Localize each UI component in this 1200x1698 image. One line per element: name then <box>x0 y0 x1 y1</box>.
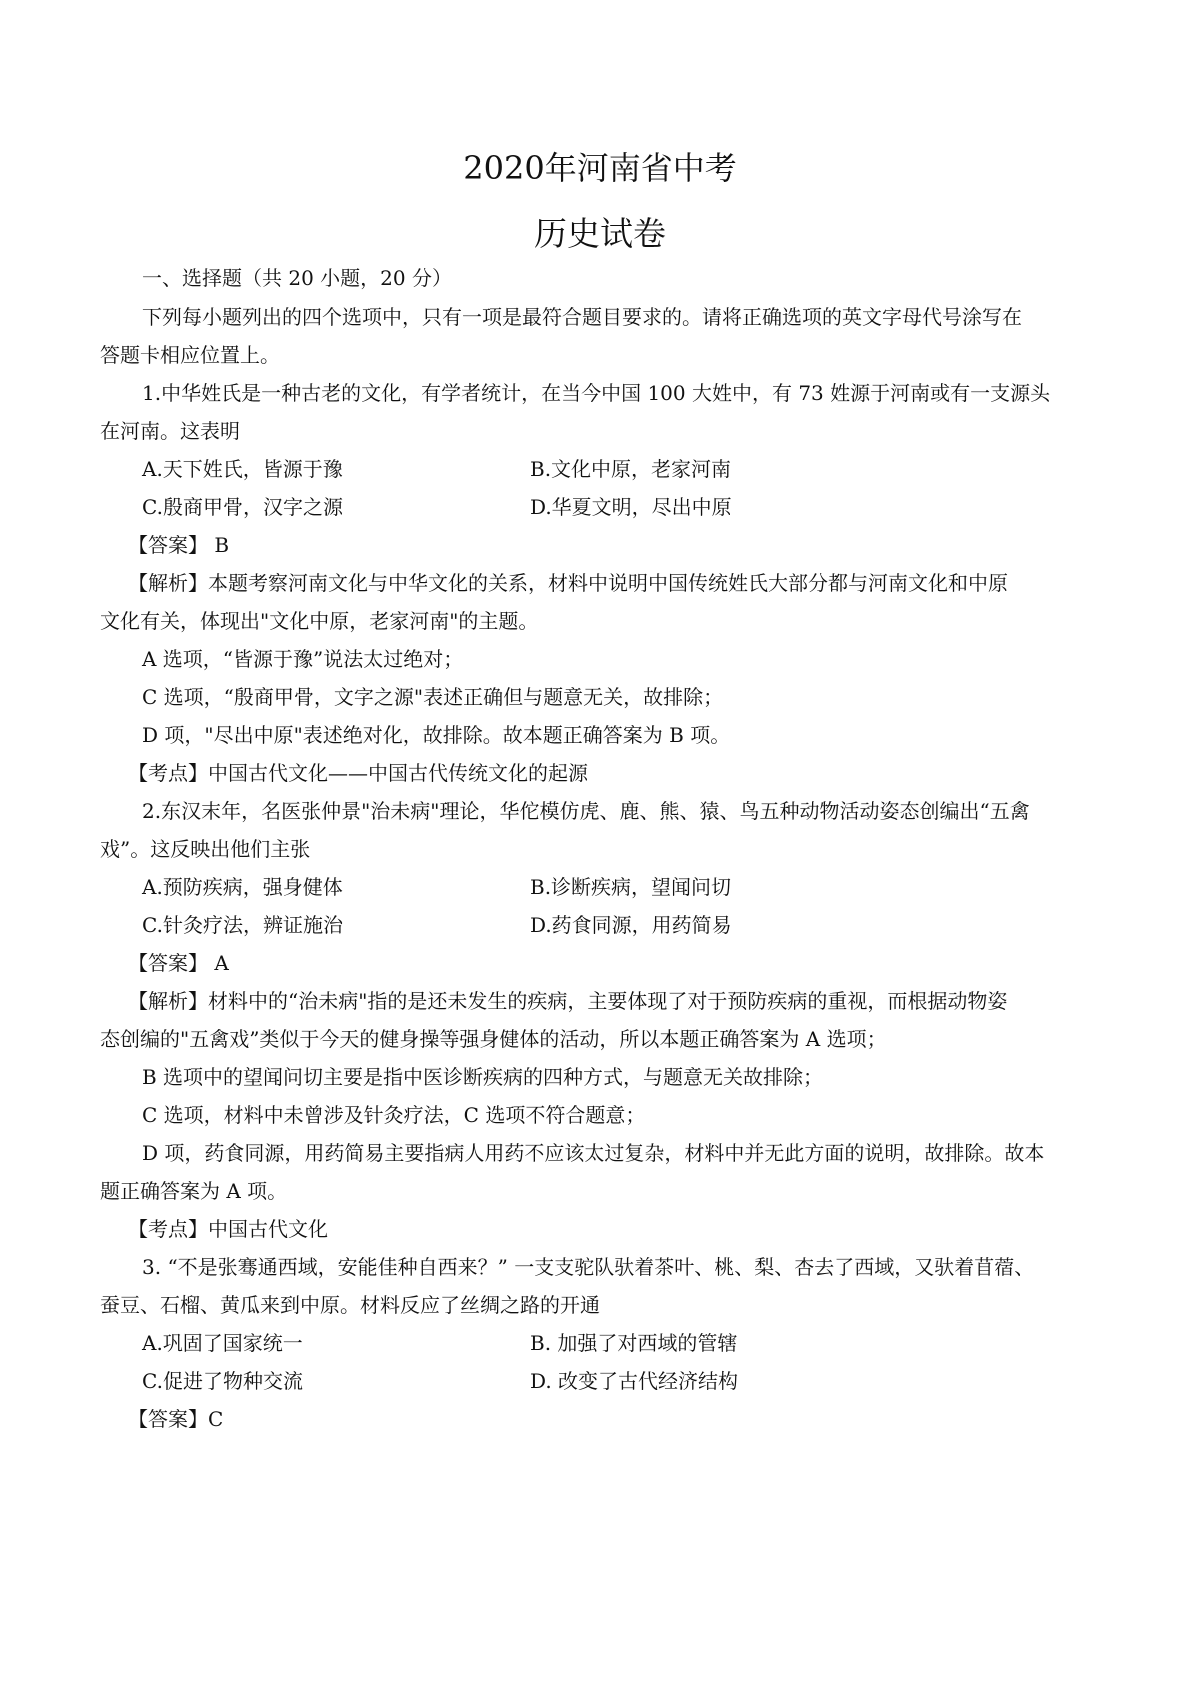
page-subtitle: 历史试卷 <box>534 214 666 253</box>
option-c: C.殷商甲骨，汉字之源 <box>142 495 343 519</box>
analysis-text: D 项，药食同源，用药简易主要指病人用药不应该太过复杂，材料中并无此方面的说明，故排除。故本 <box>142 1141 1045 1165</box>
section-heading: 一、选择题（共 20 小题，20 分） <box>142 266 452 290</box>
instruction-text: 答题卡相应位置上。 <box>100 343 280 367</box>
option-b: B.文化中原，老家河南 <box>530 457 732 481</box>
analysis-text: B 选项中的望闻问切主要是指中医诊断疾病的四种方式，与题意无关故排除； <box>142 1065 824 1089</box>
option-b: B.诊断疾病，望闻问切 <box>530 875 732 899</box>
option-c: C.针灸疗法，辨证施治 <box>142 913 343 937</box>
question-stem: 2.东汉末年，名医张仲景"治未病"理论，华佗模仿虎、鹿、熊、猿、鸟五种动物活动姿态创编出“五禽 <box>142 799 1030 823</box>
answer-label: 【答案】C <box>128 1407 224 1431</box>
analysis-text: D 项，"尽出中原"表述绝对化，故排除。故本题正确答案为 B 项。 <box>142 723 731 747</box>
analysis-text: A 选项，“皆源于豫”说法太过绝对； <box>142 647 464 671</box>
question-stem: 蚕豆、石榴、黄瓜来到中原。材料反应了丝绸之路的开通 <box>100 1293 600 1317</box>
option-a: A.天下姓氏，皆源于豫 <box>142 457 343 481</box>
question-stem: 在河南。这表明 <box>100 419 240 443</box>
option-d: D.华夏文明，尽出中原 <box>530 495 732 519</box>
knowledge-point: 【考点】中国古代文化 <box>128 1217 328 1241</box>
analysis-text: 题正确答案为 A 项。 <box>100 1179 288 1203</box>
option-d: D.药食同源，用药简易 <box>530 913 732 937</box>
answer-label: 【答案】 A <box>128 951 229 975</box>
instruction-text: 下列每小题列出的四个选项中，只有一项是最符合题目要求的。请将正确选项的英文字母代号涂写在 <box>142 305 1022 329</box>
analysis-text: 态创编的"五禽戏”类似于今天的健身操等强身健体的活动，所以本题正确答案为 A 选项； <box>100 1027 887 1051</box>
option-a: A.预防疾病，强身健体 <box>142 875 343 899</box>
analysis-text: C 选项，“殷商甲骨，文字之源"表述正确但与题意无关，故排除； <box>142 685 724 709</box>
question-stem: 3. “不是张骞通西域，安能佳种自西来？” 一支支驼队驮着茶叶、桃、梨、杏去了西域，又驮着苜蓿、 <box>142 1255 1035 1279</box>
analysis-text: 【解析】本题考察河南文化与中华文化的关系，材料中说明中国传统姓氏大部分都与河南文化和中原 <box>128 571 1008 595</box>
analysis-text: 【解析】材料中的“治未病"指的是还未发生的疾病，主要体现了对于预防疾病的重视，而根据动物姿 <box>128 989 1008 1013</box>
option-d: D. 改变了古代经济结构 <box>530 1369 739 1393</box>
question-stem: 戏”。这反映出他们主张 <box>100 837 311 861</box>
answer-label: 【答案】 B <box>128 533 230 557</box>
knowledge-point: 【考点】中国古代文化——中国古代传统文化的起源 <box>128 761 588 785</box>
analysis-text: C 选项，材料中未曾涉及针灸疗法，C 选项不符合题意； <box>142 1103 646 1127</box>
option-a: A.巩固了国家统一 <box>142 1331 303 1355</box>
option-b: B. 加强了对西域的管辖 <box>530 1331 738 1355</box>
page-title: 2020年河南省中考 <box>463 149 737 187</box>
question-stem: 1.中华姓氏是一种古老的文化，有学者统计，在当今中国 100 大姓中，有 73 姓源于河南或有一支源头 <box>142 381 1051 405</box>
option-c: C.促进了物种交流 <box>142 1369 303 1393</box>
analysis-text: 文化有关，体现出"文化中原，老家河南"的主题。 <box>100 609 539 633</box>
